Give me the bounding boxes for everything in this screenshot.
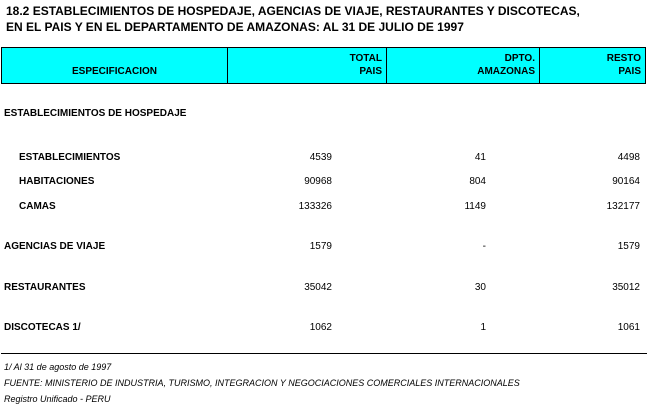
cell-dpto: 804: [469, 176, 486, 187]
registry-note: Registro Unificado - PERU: [4, 394, 111, 404]
table-row: [0, 176, 648, 190]
section-hospedaje: ESTABLECIMIENTOS DE HOSPEDAJE: [4, 108, 187, 119]
cell-total: 133326: [298, 201, 332, 212]
row-label: DISCOTECAS 1/: [4, 322, 81, 333]
header-especificacion-label: ESPECIFICACION: [71, 66, 157, 77]
cell-dpto: 1149: [464, 201, 486, 212]
cell-dpto: 41: [474, 152, 486, 163]
cell-total: 1062: [309, 322, 332, 333]
cell-resto: 4498: [617, 152, 640, 163]
header-total-line-1: TOTAL: [349, 53, 382, 64]
row-label: RESTAURANTES: [4, 282, 86, 293]
header-resto-line-1: RESTO: [606, 53, 641, 64]
cell-dpto: 30: [474, 282, 486, 293]
table-title-line-1: 18.2 ESTABLECIMIENTOS DE HOSPEDAJE, AGENCIAS DE VIAJE, RESTAURANTES Y DISCOTECAS,: [6, 4, 580, 18]
header-total-pais: [227, 47, 387, 84]
header-resto-pais: [539, 47, 646, 84]
cell-resto: 1579: [617, 241, 640, 252]
header-total-line-2: PAIS: [359, 66, 382, 77]
table-row: [0, 322, 648, 336]
table-row: [0, 241, 648, 255]
cell-resto: 35012: [612, 282, 640, 293]
cell-resto: 1061: [617, 322, 640, 333]
table-row: [0, 201, 648, 215]
table-bottom-rule: [1, 353, 647, 354]
row-label: ESTABLECIMIENTOS: [19, 152, 121, 163]
cell-total: 90968: [304, 176, 332, 187]
header-resto-line-2: PAIS: [618, 66, 641, 77]
source-note: FUENTE: MINISTERIO DE INDUSTRIA, TURISMO, INTEGRACION Y NEGOCIACIONES COMERCIALES INTERNACIONALES: [4, 378, 520, 388]
cell-resto: 132177: [606, 201, 640, 212]
cell-dpto: -: [482, 241, 486, 252]
table-row: [0, 282, 648, 296]
row-label: CAMAS: [19, 201, 56, 212]
cell-total: 4539: [309, 152, 332, 163]
header-dpto-amazonas: [386, 47, 540, 84]
table-row: [0, 152, 648, 166]
cell-resto: 90164: [612, 176, 640, 187]
row-label: HABITACIONES: [19, 176, 95, 187]
header-dpto-line-2: AMAZONAS: [477, 66, 535, 77]
row-label: AGENCIAS DE VIAJE: [4, 241, 106, 252]
cell-dpto: 1: [480, 322, 486, 333]
cell-total: 1579: [309, 241, 332, 252]
footnote: 1/ Al 31 de agosto de 1997: [4, 362, 112, 372]
table-title-line-2: EN EL PAIS Y EN EL DEPARTAMENTO DE AMAZONAS: AL 31 DE JULIO DE 1997: [6, 20, 464, 34]
header-especificacion: [1, 47, 228, 84]
header-dpto-line-1: DPTO.: [504, 53, 535, 64]
cell-total: 35042: [304, 282, 332, 293]
